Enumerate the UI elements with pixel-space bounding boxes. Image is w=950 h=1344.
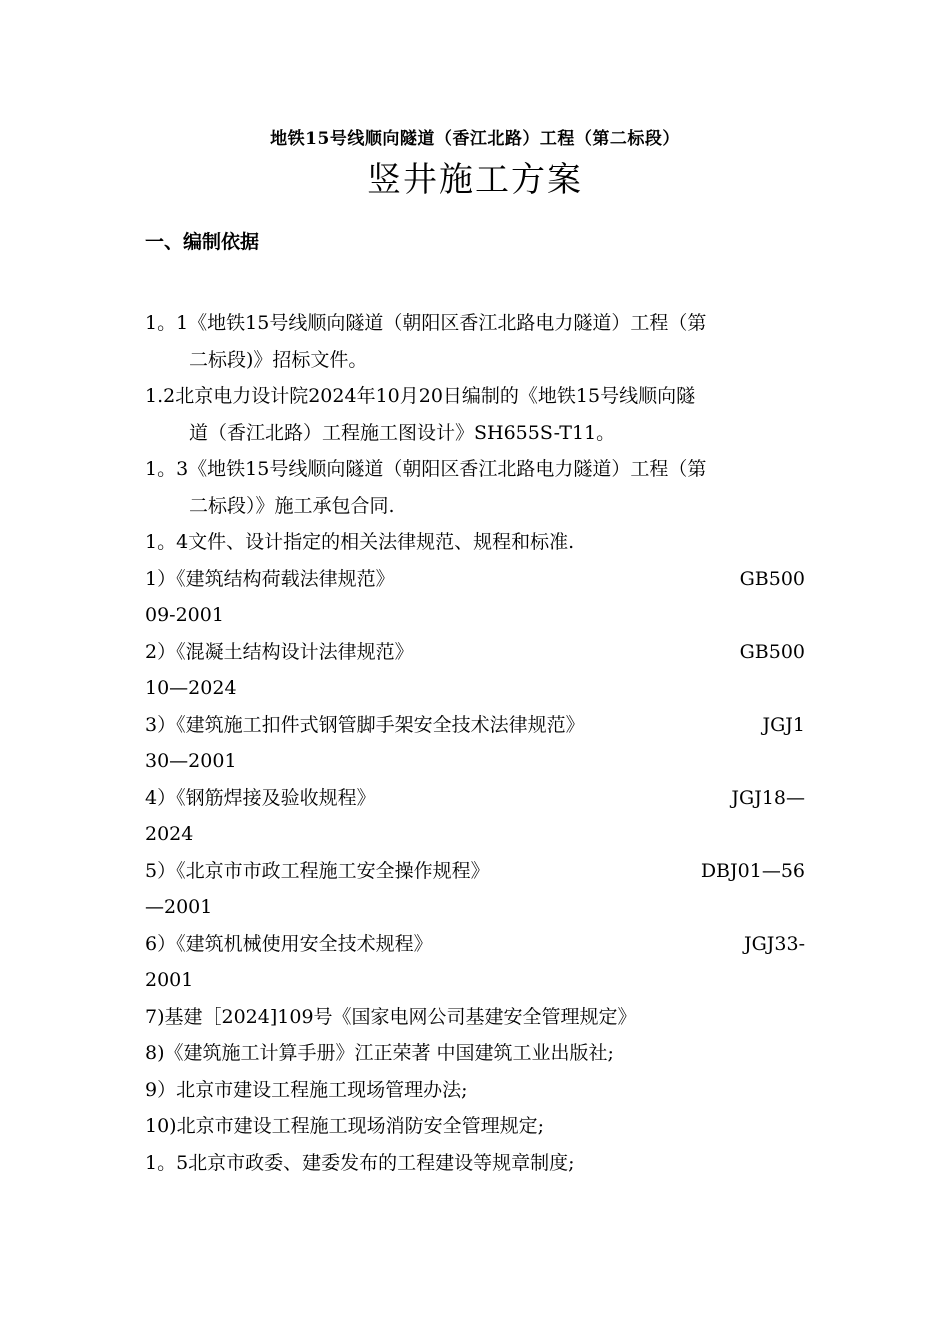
basis-item-1-2-line1: 1.2北京电力设计院2024年10月20日编制的《地铁15号线顺向隧 (145, 385, 696, 407)
reference-item (145, 926, 805, 963)
basis-item-1-4: 1。4文件、设计指定的相关法律规范、规程和标准. (145, 531, 575, 553)
reference-code-continued: 2001 (145, 969, 194, 991)
basis-item-1-3-line2: 二标段）》施工承包合同. (189, 494, 395, 517)
reference-code: JGJ1 (762, 713, 805, 736)
reference-title: 2）《混凝土结构设计法律规范》 (145, 640, 414, 663)
reference-item-8: 8)《建筑施工计算手册》江正荣著 中国建筑工业出版社; (145, 1042, 614, 1064)
section-heading: 一、编制依据 (145, 231, 260, 253)
reference-title: 5）《北京市市政工程施工安全操作规程》 (145, 859, 490, 882)
reference-code: GB500 (739, 640, 805, 663)
reference-title: 4）《钢筋焊接及验收规程》 (145, 786, 376, 809)
reference-item-9: 9）北京市建设工程施工现场管理办法; (145, 1078, 468, 1101)
reference-code-continued: —2001 (145, 896, 213, 918)
reference-title: 1）《建筑结构荷载法律规范》 (145, 567, 395, 590)
basis-item-1-5: 1。5北京市政委、建委发布的工程建设等规章制度; (145, 1151, 575, 1174)
reference-item (145, 561, 805, 598)
reference-item (145, 853, 805, 890)
reference-code: GB500 (739, 567, 805, 590)
reference-code-continued: 2024 (145, 823, 194, 845)
basis-list (145, 305, 805, 1181)
basis-item-1-1-line1: 1。1《地铁15号线顺向隧道（朝阳区香江北路电力隧道）工程（第 (145, 312, 707, 334)
reference-item (145, 780, 805, 817)
reference-code: JGJ18— (731, 786, 805, 809)
reference-code-continued: 09-2001 (145, 604, 224, 626)
document-title: 竖井施工方案 (367, 160, 583, 200)
reference-code: JGJ33- (743, 932, 805, 955)
basis-item-1-3-line1: 1。3《地铁15号线顺向隧道（朝阳区香江北路电力隧道）工程（第 (145, 458, 707, 480)
reference-item-7: 7)基建［2024]109号《国家电网公司基建安全管理规定》 (145, 1005, 637, 1028)
basis-item-1-2-line2: 道（香江北路）工程施工图设计》SH655S-T11。 (189, 421, 616, 444)
reference-item-10: 10)北京市建设工程施工现场消防安全管理规定; (145, 1115, 544, 1137)
reference-code-continued: 30—2001 (145, 750, 237, 772)
reference-item (145, 634, 805, 671)
basis-item-1-1-line2: 二标段)》招标文件。 (189, 348, 368, 371)
reference-code-continued: 10—2024 (145, 677, 237, 699)
reference-code: DBJ01—56 (700, 859, 805, 882)
reference-title: 3）《建筑施工扣件式钢管脚手架安全技术法律规范》 (145, 713, 585, 736)
reference-item (145, 707, 805, 744)
reference-title: 6）《建筑机械使用安全技术规程》 (145, 932, 433, 955)
document-subtitle: 地铁15号线顺向隧道（香江北路）工程（第二标段） (270, 129, 680, 149)
